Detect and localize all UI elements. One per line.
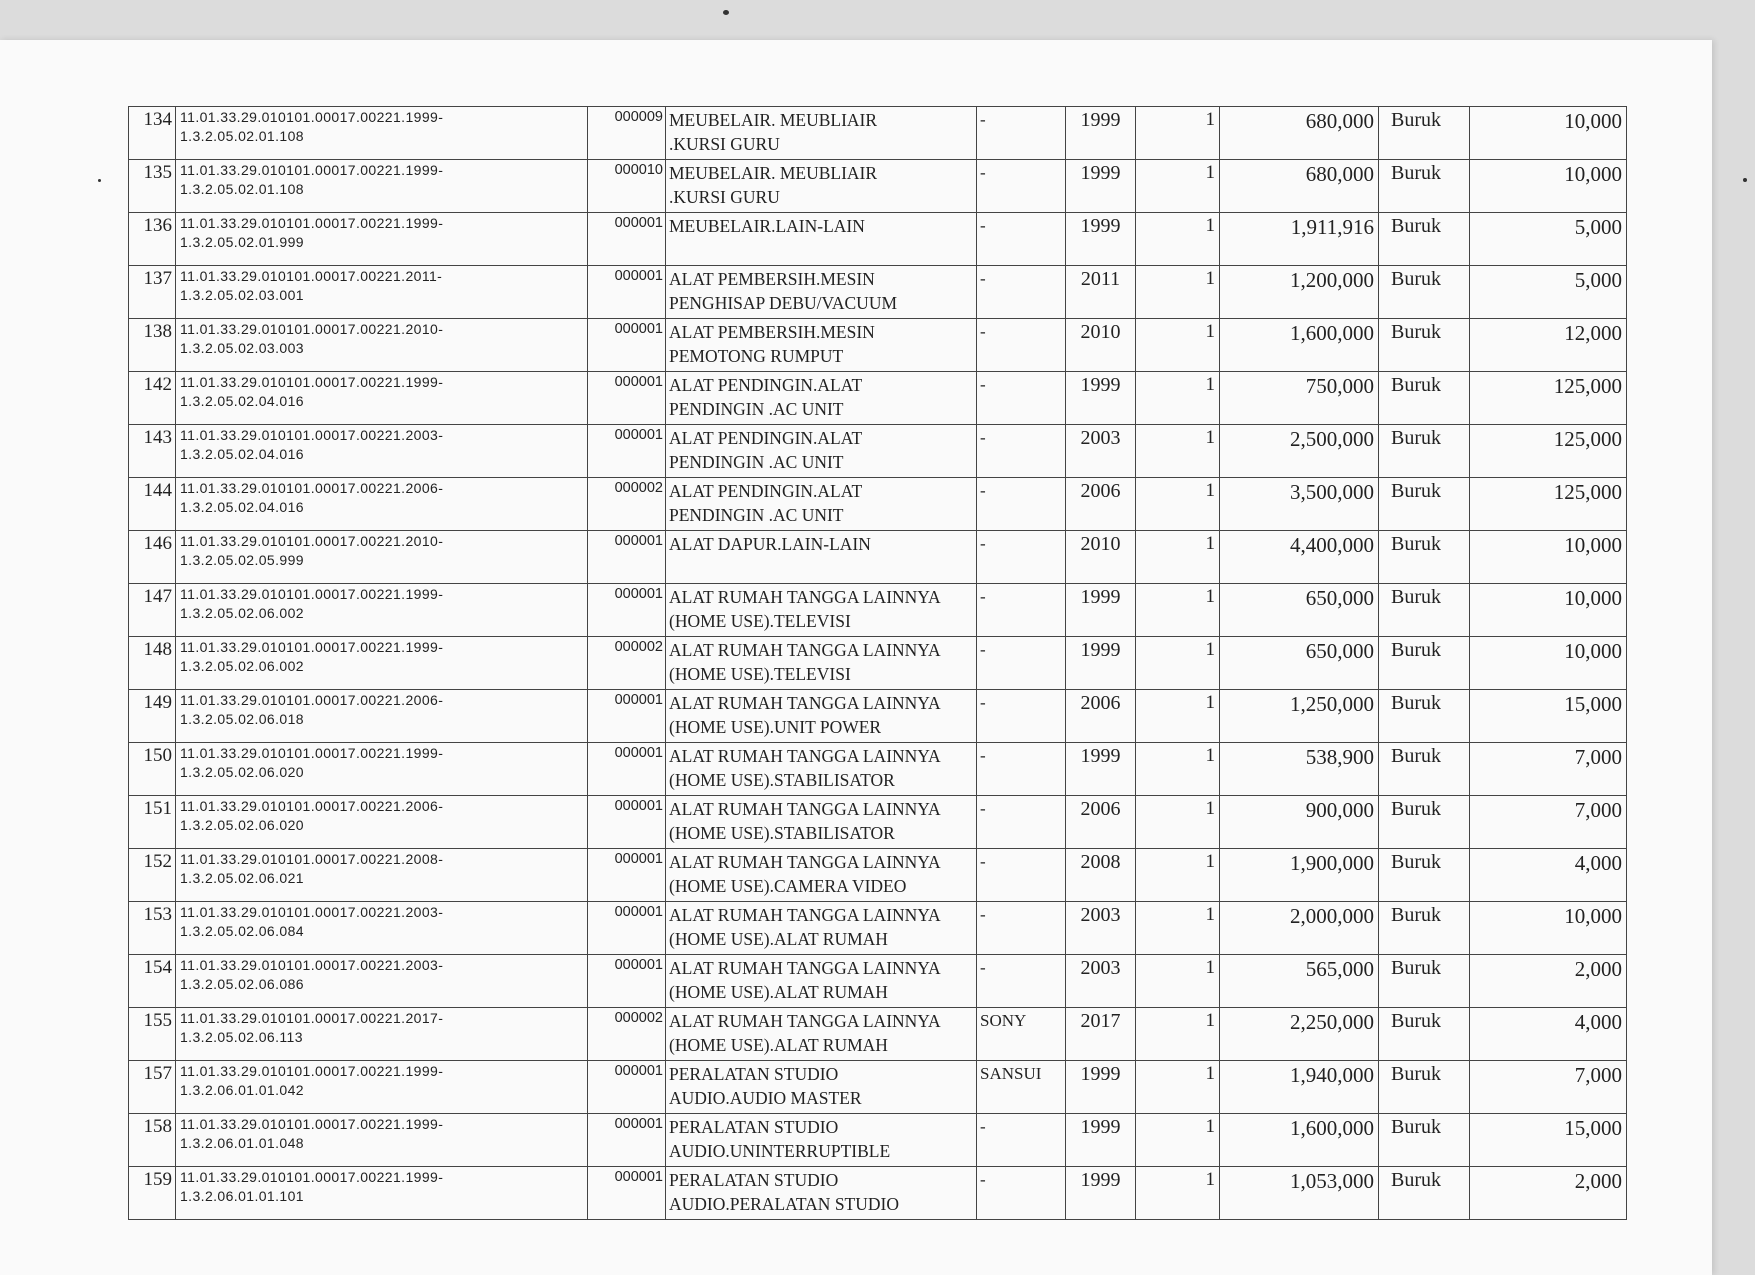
acquisition-price-cell: 2,500,000 — [1220, 425, 1379, 478]
condition-cell: Buruk — [1379, 902, 1470, 955]
condition-cell: Buruk — [1379, 849, 1470, 902]
acquisition-year-cell: 1999 — [1066, 107, 1136, 160]
table-row — [129, 319, 1627, 372]
row-number-cell: 148 — [129, 637, 176, 690]
brand-cell: - — [977, 849, 1066, 902]
table-row — [129, 478, 1627, 531]
asset-code-cell: 11.01.33.29.010101.00017.00221.2011- 1.3.2.05.02.03.001 — [176, 266, 588, 319]
brand-cell: - — [977, 1114, 1066, 1167]
estimated-value-cell: 7,000 — [1470, 743, 1627, 796]
row-number-cell: 155 — [129, 1008, 176, 1061]
brand-cell: - — [977, 425, 1066, 478]
condition-cell: Buruk — [1379, 531, 1470, 584]
table-row — [129, 637, 1627, 690]
asset-code-cell: 11.01.33.29.010101.00017.00221.2006- 1.3.2.05.02.04.016 — [176, 478, 588, 531]
asset-table-body — [129, 107, 1627, 1220]
asset-code-cell: 11.01.33.29.010101.00017.00221.2006- 1.3.2.05.02.06.018 — [176, 690, 588, 743]
quantity-cell: 1 — [1136, 902, 1220, 955]
acquisition-price-cell: 650,000 — [1220, 637, 1379, 690]
acquisition-price-cell: 4,400,000 — [1220, 531, 1379, 584]
asset-name-cell: PERALATAN STUDIO AUDIO.AUDIO MASTER — [666, 1061, 977, 1114]
register-number-cell: 000001 — [588, 1167, 666, 1220]
acquisition-price-cell: 1,940,000 — [1220, 1061, 1379, 1114]
brand-cell: SANSUI — [977, 1061, 1066, 1114]
register-number-cell: 000001 — [588, 902, 666, 955]
register-number-cell: 000001 — [588, 796, 666, 849]
asset-name-cell: ALAT RUMAH TANGGA LAINNYA (HOME USE).ALAT RUMAH — [666, 902, 977, 955]
asset-code-cell: 11.01.33.29.010101.00017.00221.2003- 1.3.2.05.02.04.016 — [176, 425, 588, 478]
register-number-cell: 000001 — [588, 849, 666, 902]
quantity-cell: 1 — [1136, 849, 1220, 902]
row-number-cell: 150 — [129, 743, 176, 796]
asset-name-cell: ALAT PEMBERSIH.MESIN PENGHISAP DEBU/VACUUM — [666, 266, 977, 319]
quantity-cell: 1 — [1136, 372, 1220, 425]
asset-name-cell: ALAT PENDINGIN.ALAT PENDINGIN .AC UNIT — [666, 425, 977, 478]
quantity-cell: 1 — [1136, 478, 1220, 531]
asset-code-cell: 11.01.33.29.010101.00017.00221.1999- 1.3.2.05.02.04.016 — [176, 372, 588, 425]
condition-cell: Buruk — [1379, 796, 1470, 849]
condition-cell: Buruk — [1379, 107, 1470, 160]
register-number-cell: 000009 — [588, 107, 666, 160]
acquisition-price-cell: 1,053,000 — [1220, 1167, 1379, 1220]
acquisition-price-cell: 680,000 — [1220, 107, 1379, 160]
asset-name-cell: ALAT RUMAH TANGGA LAINNYA (HOME USE).CAMERA VIDEO — [666, 849, 977, 902]
asset-name-cell: ALAT RUMAH TANGGA LAINNYA (HOME USE).UNIT POWER — [666, 690, 977, 743]
condition-cell: Buruk — [1379, 319, 1470, 372]
condition-cell: Buruk — [1379, 478, 1470, 531]
estimated-value-cell: 10,000 — [1470, 107, 1627, 160]
table-row — [129, 107, 1627, 160]
estimated-value-cell: 10,000 — [1470, 637, 1627, 690]
acquisition-price-cell: 1,250,000 — [1220, 690, 1379, 743]
scan-speck — [98, 179, 101, 182]
asset-name-cell: ALAT RUMAH TANGGA LAINNYA (HOME USE).ALAT RUMAH — [666, 1008, 977, 1061]
brand-cell: - — [977, 1167, 1066, 1220]
acquisition-year-cell: 2011 — [1066, 266, 1136, 319]
register-number-cell: 000001 — [588, 425, 666, 478]
estimated-value-cell: 4,000 — [1470, 849, 1627, 902]
asset-name-cell: ALAT RUMAH TANGGA LAINNYA (HOME USE).TELEVISI — [666, 637, 977, 690]
asset-name-cell: MEUBELAIR. MEUBLIAIR .KURSI GURU — [666, 107, 977, 160]
asset-name-cell: ALAT RUMAH TANGGA LAINNYA (HOME USE).TELEVISI — [666, 584, 977, 637]
table-row — [129, 1061, 1627, 1114]
row-number-cell: 158 — [129, 1114, 176, 1167]
asset-code-cell: 11.01.33.29.010101.00017.00221.1999- 1.3.2.06.01.01.048 — [176, 1114, 588, 1167]
asset-name-cell: ALAT RUMAH TANGGA LAINNYA (HOME USE).ALAT RUMAH — [666, 955, 977, 1008]
estimated-value-cell: 2,000 — [1470, 955, 1627, 1008]
asset-name-cell: MEUBELAIR.LAIN-LAIN — [666, 213, 977, 266]
estimated-value-cell: 125,000 — [1470, 478, 1627, 531]
row-number-cell: 146 — [129, 531, 176, 584]
register-number-cell: 000002 — [588, 637, 666, 690]
table-row — [129, 902, 1627, 955]
estimated-value-cell: 125,000 — [1470, 372, 1627, 425]
quantity-cell: 1 — [1136, 160, 1220, 213]
asset-name-cell: ALAT RUMAH TANGGA LAINNYA (HOME USE).STABILISATOR — [666, 743, 977, 796]
estimated-value-cell: 10,000 — [1470, 531, 1627, 584]
asset-code-cell: 11.01.33.29.010101.00017.00221.1999- 1.3.2.05.02.06.020 — [176, 743, 588, 796]
brand-cell: - — [977, 531, 1066, 584]
estimated-value-cell: 7,000 — [1470, 1061, 1627, 1114]
condition-cell: Buruk — [1379, 372, 1470, 425]
register-number-cell: 000001 — [588, 266, 666, 319]
register-number-cell: 000001 — [588, 1114, 666, 1167]
acquisition-price-cell: 900,000 — [1220, 796, 1379, 849]
acquisition-year-cell: 1999 — [1066, 637, 1136, 690]
condition-cell: Buruk — [1379, 425, 1470, 478]
brand-cell: - — [977, 690, 1066, 743]
brand-cell: - — [977, 796, 1066, 849]
estimated-value-cell: 10,000 — [1470, 902, 1627, 955]
acquisition-price-cell: 680,000 — [1220, 160, 1379, 213]
acquisition-price-cell: 565,000 — [1220, 955, 1379, 1008]
asset-name-cell: ALAT PENDINGIN.ALAT PENDINGIN .AC UNIT — [666, 372, 977, 425]
row-number-cell: 136 — [129, 213, 176, 266]
row-number-cell: 137 — [129, 266, 176, 319]
brand-cell: - — [977, 107, 1066, 160]
asset-name-cell: ALAT DAPUR.LAIN-LAIN — [666, 531, 977, 584]
register-number-cell: 000001 — [588, 531, 666, 584]
condition-cell: Buruk — [1379, 266, 1470, 319]
acquisition-price-cell: 650,000 — [1220, 584, 1379, 637]
table-row — [129, 425, 1627, 478]
asset-code-cell: 11.01.33.29.010101.00017.00221.2010- 1.3.2.05.02.03.003 — [176, 319, 588, 372]
quantity-cell: 1 — [1136, 107, 1220, 160]
quantity-cell: 1 — [1136, 743, 1220, 796]
quantity-cell: 1 — [1136, 1167, 1220, 1220]
row-number-cell: 134 — [129, 107, 176, 160]
quantity-cell: 1 — [1136, 1008, 1220, 1061]
row-number-cell: 149 — [129, 690, 176, 743]
asset-code-cell: 11.01.33.29.010101.00017.00221.2003- 1.3.2.05.02.06.084 — [176, 902, 588, 955]
row-number-cell: 142 — [129, 372, 176, 425]
row-number-cell: 153 — [129, 902, 176, 955]
estimated-value-cell: 125,000 — [1470, 425, 1627, 478]
table-row — [129, 796, 1627, 849]
acquisition-year-cell: 2017 — [1066, 1008, 1136, 1061]
condition-cell: Buruk — [1379, 584, 1470, 637]
brand-cell: - — [977, 955, 1066, 1008]
acquisition-price-cell: 1,200,000 — [1220, 266, 1379, 319]
brand-cell: - — [977, 319, 1066, 372]
table-row — [129, 213, 1627, 266]
brand-cell: - — [977, 213, 1066, 266]
table-row — [129, 1114, 1627, 1167]
asset-name-cell: ALAT PENDINGIN.ALAT PENDINGIN .AC UNIT — [666, 478, 977, 531]
acquisition-price-cell: 2,000,000 — [1220, 902, 1379, 955]
acquisition-price-cell: 1,600,000 — [1220, 319, 1379, 372]
acquisition-year-cell: 1999 — [1066, 1061, 1136, 1114]
acquisition-year-cell: 2003 — [1066, 425, 1136, 478]
quantity-cell: 1 — [1136, 531, 1220, 584]
acquisition-year-cell: 2003 — [1066, 902, 1136, 955]
acquisition-price-cell: 1,900,000 — [1220, 849, 1379, 902]
table-row — [129, 955, 1627, 1008]
quantity-cell: 1 — [1136, 1114, 1220, 1167]
asset-name-cell: MEUBELAIR. MEUBLIAIR .KURSI GURU — [666, 160, 977, 213]
asset-code-cell: 11.01.33.29.010101.00017.00221.1999- 1.3.2.05.02.06.002 — [176, 637, 588, 690]
condition-cell: Buruk — [1379, 160, 1470, 213]
acquisition-year-cell: 1999 — [1066, 743, 1136, 796]
acquisition-year-cell: 2010 — [1066, 531, 1136, 584]
brand-cell: - — [977, 266, 1066, 319]
row-number-cell: 152 — [129, 849, 176, 902]
row-number-cell: 138 — [129, 319, 176, 372]
table-row — [129, 266, 1627, 319]
brand-cell: - — [977, 743, 1066, 796]
asset-name-cell: PERALATAN STUDIO AUDIO.PERALATAN STUDIO — [666, 1167, 977, 1220]
brand-cell: - — [977, 902, 1066, 955]
estimated-value-cell: 5,000 — [1470, 266, 1627, 319]
register-number-cell: 000001 — [588, 955, 666, 1008]
table-row — [129, 690, 1627, 743]
row-number-cell: 144 — [129, 478, 176, 531]
condition-cell: Buruk — [1379, 955, 1470, 1008]
asset-code-cell: 11.01.33.29.010101.00017.00221.2006- 1.3.2.05.02.06.020 — [176, 796, 588, 849]
brand-cell: - — [977, 637, 1066, 690]
table-row — [129, 160, 1627, 213]
scan-speck — [1743, 178, 1747, 182]
register-number-cell: 000001 — [588, 372, 666, 425]
acquisition-price-cell: 1,911,916 — [1220, 213, 1379, 266]
condition-cell: Buruk — [1379, 743, 1470, 796]
brand-cell: - — [977, 478, 1066, 531]
estimated-value-cell: 7,000 — [1470, 796, 1627, 849]
table-row — [129, 531, 1627, 584]
acquisition-price-cell: 2,250,000 — [1220, 1008, 1379, 1061]
acquisition-price-cell: 538,900 — [1220, 743, 1379, 796]
acquisition-year-cell: 2010 — [1066, 319, 1136, 372]
asset-code-cell: 11.01.33.29.010101.00017.00221.2010- 1.3.2.05.02.05.999 — [176, 531, 588, 584]
condition-cell: Buruk — [1379, 1114, 1470, 1167]
estimated-value-cell: 15,000 — [1470, 1114, 1627, 1167]
row-number-cell: 154 — [129, 955, 176, 1008]
table-row — [129, 372, 1627, 425]
register-number-cell: 000002 — [588, 478, 666, 531]
quantity-cell: 1 — [1136, 1061, 1220, 1114]
row-number-cell: 143 — [129, 425, 176, 478]
table-row — [129, 849, 1627, 902]
acquisition-year-cell: 1999 — [1066, 213, 1136, 266]
asset-table — [128, 106, 1627, 1220]
quantity-cell: 1 — [1136, 796, 1220, 849]
asset-name-cell: ALAT RUMAH TANGGA LAINNYA (HOME USE).STABILISATOR — [666, 796, 977, 849]
condition-cell: Buruk — [1379, 213, 1470, 266]
asset-code-cell: 11.01.33.29.010101.00017.00221.2003- 1.3.2.05.02.06.086 — [176, 955, 588, 1008]
acquisition-year-cell: 2003 — [1066, 955, 1136, 1008]
asset-name-cell: PERALATAN STUDIO AUDIO.UNINTERRUPTIBLE — [666, 1114, 977, 1167]
condition-cell: Buruk — [1379, 637, 1470, 690]
estimated-value-cell: 15,000 — [1470, 690, 1627, 743]
quantity-cell: 1 — [1136, 955, 1220, 1008]
brand-cell: SONY — [977, 1008, 1066, 1061]
asset-code-cell: 11.01.33.29.010101.00017.00221.2008- 1.3.2.05.02.06.021 — [176, 849, 588, 902]
acquisition-price-cell: 3,500,000 — [1220, 478, 1379, 531]
acquisition-year-cell: 2008 — [1066, 849, 1136, 902]
condition-cell: Buruk — [1379, 1061, 1470, 1114]
register-number-cell: 000001 — [588, 743, 666, 796]
register-number-cell: 000001 — [588, 213, 666, 266]
asset-code-cell: 11.01.33.29.010101.00017.00221.1999- 1.3.2.05.02.01.999 — [176, 213, 588, 266]
quantity-cell: 1 — [1136, 690, 1220, 743]
table-row — [129, 584, 1627, 637]
brand-cell: - — [977, 160, 1066, 213]
quantity-cell: 1 — [1136, 425, 1220, 478]
table-row — [129, 1008, 1627, 1061]
row-number-cell: 147 — [129, 584, 176, 637]
asset-name-cell: ALAT PEMBERSIH.MESIN PEMOTONG RUMPUT — [666, 319, 977, 372]
row-number-cell: 157 — [129, 1061, 176, 1114]
acquisition-year-cell: 1999 — [1066, 1114, 1136, 1167]
acquisition-year-cell: 1999 — [1066, 584, 1136, 637]
row-number-cell: 151 — [129, 796, 176, 849]
acquisition-year-cell: 1999 — [1066, 1167, 1136, 1220]
register-number-cell: 000001 — [588, 319, 666, 372]
asset-code-cell: 11.01.33.29.010101.00017.00221.1999- 1.3.2.05.02.01.108 — [176, 160, 588, 213]
quantity-cell: 1 — [1136, 319, 1220, 372]
acquisition-year-cell: 1999 — [1066, 160, 1136, 213]
register-number-cell: 000002 — [588, 1008, 666, 1061]
row-number-cell: 135 — [129, 160, 176, 213]
register-number-cell: 000001 — [588, 1061, 666, 1114]
quantity-cell: 1 — [1136, 266, 1220, 319]
quantity-cell: 1 — [1136, 584, 1220, 637]
brand-cell: - — [977, 584, 1066, 637]
acquisition-price-cell: 750,000 — [1220, 372, 1379, 425]
register-number-cell: 000010 — [588, 160, 666, 213]
acquisition-year-cell: 2006 — [1066, 690, 1136, 743]
estimated-value-cell: 2,000 — [1470, 1167, 1627, 1220]
condition-cell: Buruk — [1379, 690, 1470, 743]
table-row — [129, 1167, 1627, 1220]
acquisition-year-cell: 2006 — [1066, 478, 1136, 531]
asset-code-cell: 11.01.33.29.010101.00017.00221.1999- 1.3.2.05.02.01.108 — [176, 107, 588, 160]
scan-speck — [723, 10, 729, 15]
asset-code-cell: 11.01.33.29.010101.00017.00221.1999- 1.3.2.05.02.06.002 — [176, 584, 588, 637]
acquisition-year-cell: 2006 — [1066, 796, 1136, 849]
register-number-cell: 000001 — [588, 584, 666, 637]
estimated-value-cell: 10,000 — [1470, 160, 1627, 213]
condition-cell: Buruk — [1379, 1008, 1470, 1061]
estimated-value-cell: 5,000 — [1470, 213, 1627, 266]
brand-cell: - — [977, 372, 1066, 425]
estimated-value-cell: 10,000 — [1470, 584, 1627, 637]
asset-code-cell: 11.01.33.29.010101.00017.00221.2017- 1.3.2.05.02.06.113 — [176, 1008, 588, 1061]
estimated-value-cell: 4,000 — [1470, 1008, 1627, 1061]
acquisition-year-cell: 1999 — [1066, 372, 1136, 425]
estimated-value-cell: 12,000 — [1470, 319, 1627, 372]
acquisition-price-cell: 1,600,000 — [1220, 1114, 1379, 1167]
asset-code-cell: 11.01.33.29.010101.00017.00221.1999- 1.3.2.06.01.01.101 — [176, 1167, 588, 1220]
condition-cell: Buruk — [1379, 1167, 1470, 1220]
register-number-cell: 000001 — [588, 690, 666, 743]
row-number-cell: 159 — [129, 1167, 176, 1220]
quantity-cell: 1 — [1136, 213, 1220, 266]
table-row — [129, 743, 1627, 796]
asset-code-cell: 11.01.33.29.010101.00017.00221.1999- 1.3.2.06.01.01.042 — [176, 1061, 588, 1114]
quantity-cell: 1 — [1136, 637, 1220, 690]
